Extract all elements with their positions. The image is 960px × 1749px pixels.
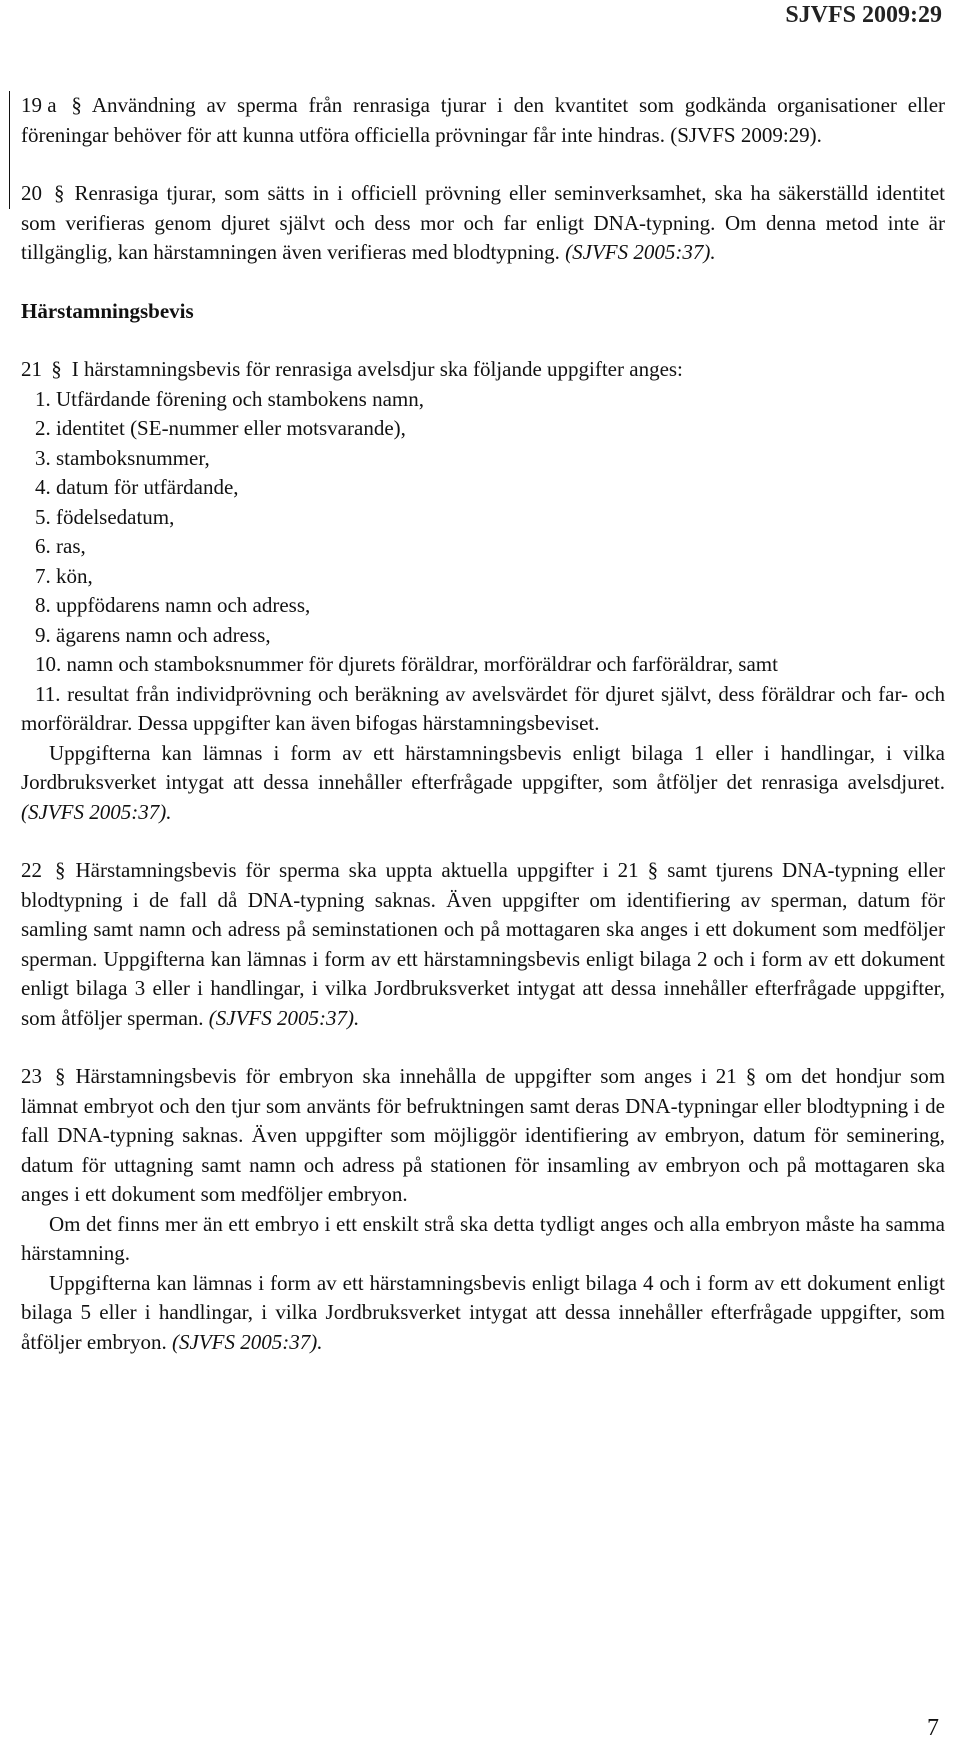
- section-number: 19 a: [21, 93, 57, 117]
- section-23: [21, 1062, 945, 1210]
- section-text: Härstamningsbevis för sperma ska uppta aktuella uppgifter i 21: [75, 858, 639, 882]
- section-text: Renrasiga tjurar, som sätts in i officiell prövning eller seminverksamhet, ska ha säkerställd identitet som verifieras genom djuret självt och dess mor och far enligt DNA-typning. Om denna metod inte är tillgänglig, kan härstamningen även verifieras med blodtypning.: [21, 181, 946, 264]
- section-number: 20: [21, 181, 42, 205]
- requirements-list: [21, 385, 945, 739]
- list-item: 2. identitet (SE-nummer eller motsvarande),: [35, 416, 406, 440]
- change-bar: [9, 91, 10, 209]
- section-text: samt tjurens DNA-typning eller blodtypning i de fall då DNA-typning saknas. Även uppgifter om identifiering av sperman, datum för samling samt namn och adress på seminstationen och på mottagaren ska anges i ett dokument som medföljer sperman. Uppgifterna kan lämnas i form av ett härstamningsbevis enligt bilaga 2 och i form av ett dokument enligt bilaga 3 eller i handlingar, i vilka Jordbruksverket intygat att dessa innehåller efterfrågade uppgifter, som åtföljer sperman.: [21, 858, 946, 1030]
- section-number: 21: [21, 357, 42, 381]
- list-item: 1. Utfärdande förening och stambokens namn,: [35, 386, 424, 411]
- section-text: om det hondjur som lämnat embryot och den tjur som använts för befruktningen samt deras DNA-typningar eller blodtypning i de fall DNA-typning saknas. Även uppgifter som möjliggör identifiering av embryon, datum för seminering, datum för uttagning samt namn och adress på stationen för insamling av embryon och på mottagaren ska anges i ett dokument som medföljer embryon.: [21, 1064, 946, 1206]
- list-item: 3. stamboksnummer,: [35, 445, 210, 470]
- section-symbol-inline: §: [745, 1064, 757, 1088]
- section-20: [21, 179, 945, 268]
- section-number: 23: [21, 1064, 42, 1088]
- list-item: 11. resultat från individprövning och beräkning av avelsvärdet för djuret självt, dess föräldrar och far- och morföräldrar. Dessa uppgifter kan även bifogas härstamningsbeviset.: [21, 681, 945, 735]
- section-symbol: §: [71, 93, 82, 117]
- list-item: 4. datum för utfärdande,: [35, 475, 239, 499]
- section-text: Uppgifterna kan lämnas i form av ett härstamningsbevis enligt bilaga 4 och i form av ett dokument enligt bilaga 5 eller i handlingar, i vilka Jordbruksverket intygat att dessa innehåller efterfrågade uppgifter, som åtföljer embryon.: [21, 1270, 945, 1354]
- section-23-paragraph-3: [21, 1269, 945, 1358]
- section-symbol: §: [54, 181, 65, 205]
- document-body: [21, 91, 945, 1357]
- section-heading: Härstamningsbevis: [21, 298, 194, 323]
- section-symbol: §: [51, 357, 62, 381]
- list-item: 8. uppfödarens namn och adress,: [35, 593, 311, 617]
- page-header-title: SJVFS 2009:29: [785, 2, 942, 28]
- list-item: 6. ras,: [35, 534, 86, 558]
- section-text: I härstamningsbevis för renrasiga avelsdjur ska följande uppgifter anges:: [71, 357, 683, 381]
- list-item: 10. namn och stamboksnummer för djurets föräldrar, morföräldrar och farföräldrar, samt: [35, 652, 778, 676]
- list-item: 9. ägarens namn och adress,: [35, 622, 271, 647]
- section-symbol-inline: §: [647, 858, 659, 882]
- section-symbol: §: [54, 1064, 66, 1088]
- statute-reference: (SJVFS 2005:37).: [21, 799, 172, 824]
- section-22: [21, 856, 945, 1033]
- section-21-intro: [21, 355, 945, 385]
- section-number: 22: [21, 858, 42, 882]
- section-symbol: §: [55, 858, 66, 882]
- section-23-paragraph-2: Om det finns mer än ett embryo i ett enskilt strå ska detta tydligt anges och alla embryon måste ha samma härstamning.: [21, 1211, 945, 1265]
- statute-reference: (SJVFS 2005:37).: [172, 1329, 323, 1354]
- section-21-closing: [21, 739, 945, 828]
- list-item: 5. födelsedatum,: [35, 504, 175, 529]
- page-number: 7: [927, 1715, 939, 1741]
- section-text: Härstamningsbevis för embryon ska innehålla de uppgifter som anges i 21: [75, 1064, 737, 1088]
- statute-reference: (SJVFS 2005:37).: [208, 1005, 360, 1030]
- section-text: Användning av sperma från renrasiga tjurar i den kvantitet som godkända organisationer eller föreningar behöver för att kunna utföra officiella prövningar får inte hindras. (SJVFS 2009:29).: [21, 93, 946, 147]
- list-item: 7. kön,: [35, 563, 93, 588]
- section-text: Uppgifterna kan lämnas i form av ett härstamningsbevis enligt bilaga 1 eller i handlingar, i vilka Jordbruksverket intygat att dessa innehåller efterfrågade uppgifter, som åtföljer det renrasiga avelsdjuret.: [21, 740, 945, 794]
- section-19a: [21, 91, 945, 150]
- statute-reference: (SJVFS 2005:37).: [565, 240, 716, 264]
